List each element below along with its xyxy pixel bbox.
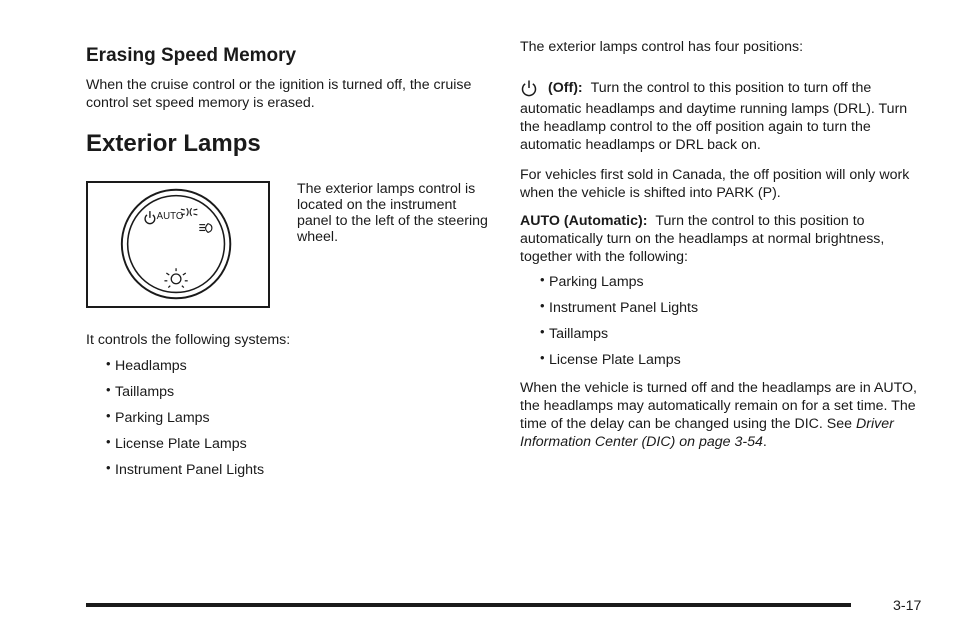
list-item: • Parking Lamps — [106, 408, 210, 426]
bullet: • — [106, 434, 111, 449]
list-item: • Taillamps — [540, 324, 609, 342]
headlamp-delay-paragraph: When the vehicle is turned off and the headlamps are in AUTO, the headlamps may automatically remain on for a set time. The time of the delay can be changed using the DIC. See Driver Information Center (DIC) on page 3-54. — [520, 380, 917, 450]
speed-memory-paragraph: When the cruise control or the ignition is turned off, the cruise control set speed memory is erased. — [86, 77, 472, 111]
page-number: 3-17 — [893, 598, 922, 614]
bullet: • — [106, 382, 111, 397]
bullet: • — [106, 356, 111, 371]
lamp-control-dial-illustration — [88, 183, 268, 306]
power-off-icon — [145, 211, 155, 224]
section-heading-erasing-speed-memory: Erasing Speed Memory — [86, 45, 297, 66]
auto-text: Turn the control to this position to automatically turn on the headlamps at normal brightness, together with the following: — [520, 213, 885, 265]
off-text-rest: automatic headlamps and daytime running lamps (DRL). Turn the headlamp control to the off position again to turn the automatic headlamps or DRL back on. — [520, 101, 908, 153]
bullet: • — [106, 408, 111, 423]
power-off-icon — [520, 79, 538, 98]
section-heading-exterior-lamps: Exterior Lamps — [86, 130, 261, 157]
dome-light-icon — [164, 268, 187, 287]
bullet: • — [106, 460, 111, 475]
bullet: • — [540, 350, 545, 365]
list-item: • Taillamps — [106, 382, 175, 400]
auto-position-paragraph — [520, 212, 930, 266]
bullet: • — [540, 272, 545, 287]
list-item: • License Plate Lamps — [540, 350, 681, 368]
auto-lamps-list — [520, 273, 698, 377]
list-item: • Parking Lamps — [540, 272, 644, 290]
systems-lead-text: It controls the following systems: — [86, 332, 291, 348]
controlled-systems-list — [86, 357, 264, 487]
canada-note: For vehicles first sold in Canada, the off position will only work when the vehicle is shifted into PARK (P). — [520, 167, 910, 201]
list-item: • Instrument Panel Lights — [106, 460, 265, 478]
off-text-line1: Turn the control to this position to turn off the — [590, 80, 872, 96]
off-position-paragraph — [520, 76, 930, 154]
exterior-lamps-control-figure — [86, 181, 270, 308]
list-item: • Headlamps — [106, 356, 187, 374]
footer-rule — [86, 603, 851, 607]
off-label: (Off): — [548, 80, 583, 96]
bullet: • — [540, 298, 545, 313]
list-item: • License Plate Lamps — [106, 434, 247, 452]
bullet: • — [540, 324, 545, 339]
positions-intro-text: The exterior lamps control has four positions: — [520, 39, 804, 55]
list-item: • Instrument Panel Lights — [540, 298, 699, 316]
auto-label: AUTO (Automatic): — [520, 213, 648, 229]
headlamp-icon — [199, 224, 212, 233]
dic-cross-reference: Driver Information Center (DIC) on page 3-54 — [520, 416, 894, 450]
control-location-text: The exterior lamps control is located on the instrument panel to the left of the steering wheel. — [297, 181, 488, 245]
dial-auto-label: AUTO — [156, 210, 184, 222]
